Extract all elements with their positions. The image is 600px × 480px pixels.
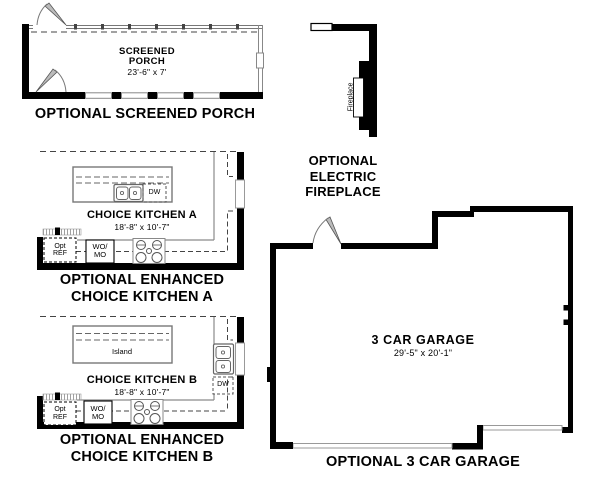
garage-caption: OPTIONAL 3 CAR GARAGE bbox=[325, 454, 521, 470]
fireplace-caption-line2: ELECTRIC bbox=[309, 168, 377, 184]
porch-room-name-line2: PORCH bbox=[128, 56, 166, 67]
kitchen-b-dimensions: 18'-8" x 10'-7" bbox=[114, 387, 170, 397]
kitchen-b-outline bbox=[37, 317, 245, 430]
garage-outline bbox=[267, 206, 573, 450]
kitchen-b-island-label: Island bbox=[111, 347, 133, 356]
kitchen-b-dw-label: DW bbox=[217, 381, 229, 388]
kitchen-b-caption: OPTIONAL ENHANCED CHOICE KITCHEN B bbox=[59, 432, 225, 465]
fireplace-caption-line1: OPTIONAL bbox=[308, 153, 378, 168]
garage-door bbox=[313, 217, 341, 244]
kitchen-b-island bbox=[73, 326, 172, 363]
kitchen-b-sink bbox=[214, 344, 234, 374]
kitchen-a-oven-label: WO/ MO bbox=[92, 242, 108, 259]
porch-dimensions: 23'-6" x 7' bbox=[127, 66, 167, 77]
kitchen-a-island bbox=[73, 167, 172, 202]
garage-dimensions: 29'-5" x 20'-1" bbox=[393, 348, 453, 358]
kitchen-a-room-name: CHOICE KITCHEN A bbox=[86, 209, 198, 221]
kitchen-b-range bbox=[131, 400, 163, 425]
fireplace-outline bbox=[311, 24, 377, 138]
kitchen-b-oven-label: WO/ MO bbox=[90, 403, 106, 421]
porch-room-name-line1: SCREENED bbox=[119, 46, 175, 57]
kitchen-a-range bbox=[133, 239, 165, 264]
porch-door-top bbox=[37, 3, 66, 25]
porch-door-bottom bbox=[36, 69, 66, 92]
fireplace-caption bbox=[305, 153, 380, 200]
kitchen-a-dimensions: 18'-8" x 10'-7" bbox=[114, 222, 170, 232]
garage-room-name: 3 CAR GARAGE bbox=[371, 333, 475, 347]
kitchen-b-ref-label: Opt REF bbox=[53, 406, 67, 421]
kitchen-a-ref-label: Opt REF bbox=[53, 242, 67, 257]
kitchen-b-room-name: CHOICE KITCHEN B bbox=[86, 374, 198, 386]
fireplace-caption-line3: FIREPLACE bbox=[305, 184, 381, 199]
porch-caption: OPTIONAL SCREENED PORCH bbox=[34, 106, 256, 122]
kitchen-a-caption: OPTIONAL ENHANCED CHOICE KITCHEN A bbox=[59, 272, 225, 305]
kitchen-a-dw-label: DW bbox=[148, 189, 161, 196]
fireplace-unit-label: Fireplace bbox=[347, 82, 355, 112]
